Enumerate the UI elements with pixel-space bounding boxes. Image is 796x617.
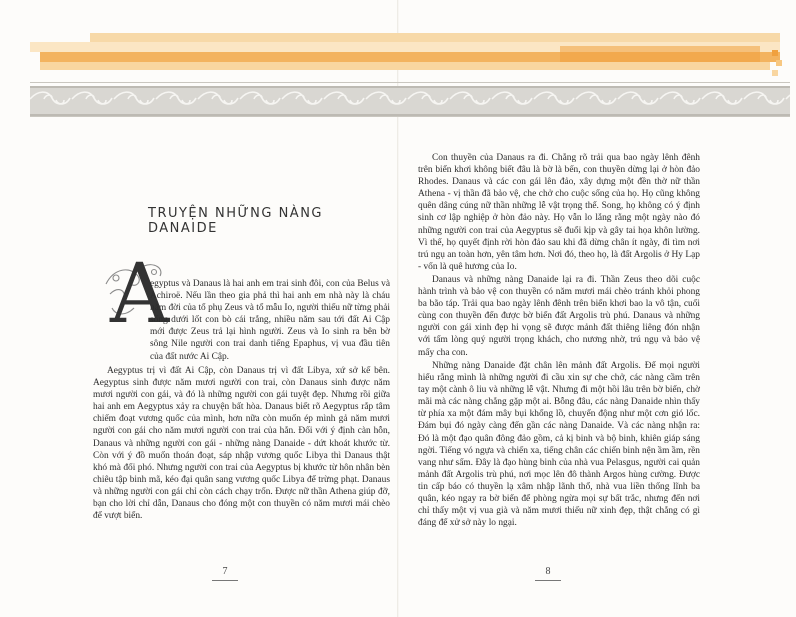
scroll-motif-icon bbox=[660, 92, 700, 104]
scroll-motif-icon bbox=[240, 92, 280, 104]
scroll-pattern-icon bbox=[30, 88, 790, 110]
scroll-motif-icon bbox=[576, 92, 616, 104]
page-number-left bbox=[205, 566, 245, 581]
ornament-bottom-rule bbox=[30, 116, 790, 117]
folio-rule bbox=[212, 580, 238, 581]
page-number-right bbox=[528, 566, 568, 581]
header-stripe bbox=[40, 62, 770, 70]
left-paragraph-1: egyptus và Danaus là hai anh em trai sinh đôi, con của Belus và Achiroë. Nếu lần theo gia phả thì hai anh em nhà này là cháu năm đời của tổ phụ Zeus và tổ mẫu Io, người thiếu nữ từng phải sống dưới lốt con bò cái trắng, nhiều năm sau tới đất Ai Cập mới được Zeus trả lại hình người. Zeus và Io sinh ra bên bờ sông Nile người con trai danh tiếng Epaphus, vị vua đầu tiên của đất nước Ai Cập. bbox=[150, 279, 390, 362]
header-stripe-accent bbox=[560, 46, 760, 62]
right-paragraph-1: Con thuyền của Danaus ra đi. Chẳng rõ trải qua bao ngày lênh đênh trên biển khơi không biết đâu là bờ là bến, con thuyền dừng lại ở hòn đảo Rhodes. Danaus và các con gái lên đảo, xây dựng một đền thờ nữ thần Athena - vị thần đã bảo vệ, che chở cho cuộc sống của họ. Họ cũng không quên dâng cúng nữ thần những lễ vật trọng thể. Song, họ không có ý định sinh cơ lập nghiệp ở hòn đảo này. Họ vẫn lo lắng rằng một ngày nào đó những người con trai của Aegyptus sẽ đuổi kịp và gây tai họa khôn lường. Vì thế, họ quyết định rời hòn đảo sau khi đã dừng chân ít ngày, đi tìm nơi trú ngụ an toàn hơn, yên tâm hơn. Nơi đó, theo họ, là đất Argolis ở Hy Lạp - vốn là quê hương của Io. bbox=[418, 153, 700, 272]
scroll-motif-icon bbox=[72, 92, 112, 104]
right-paragraph-3: Những nàng Danaide đặt chân lên mảnh đất Argolis. Để mọi người hiểu rằng mình là những người đi cầu xin sự che chở, các nàng cầm trên tay một cành ô liu và những lễ vật. Nhưng đi một hồi lâu trên bờ biển, chờ mãi mà các nàng chẳng gặp một ai. Bỗng đâu, các nàng Danaide nhìn thấy từ phía xa một đám mây bụi khổng lồ, chuyển động như một cơn gió lốc. Đám bụi đó ngày càng đến gần các nàng Danaide. Và các nàng nhận ra: Đó là một đạo quân đông đảo gồm, cả kị binh và bộ binh, khiên giáp sáng ngời. Tiếng vó ngựa và chiến xa, tiếng chân các chiến binh nện ầm ầm, rền vang như sấm. Đây là đạo hùng binh của nhà vua Pelasgus, người cai quản mảnh đất Argolis trù phú, nơi mọc lên đô thành Argos hùng cường. Được tin cấp báo có thuyền lạ xâm nhập lãnh thổ, nhà vua liền thống lĩnh ba quân, kéo ngay ra bờ biển để phòng ngừa mọi sự bất trắc, nhưng đến nơi chỉ thấy một vị vua già và năm mươi thiếu nữ xinh đẹp, thật chẳng có gì đáng để xử sở này lo ngại. bbox=[418, 361, 700, 529]
scroll-motif-icon bbox=[408, 92, 448, 104]
ornamental-border bbox=[30, 86, 790, 116]
right-paragraph-2: Danaus và những nàng Danaide lại ra đi. Thần Zeus theo dõi cuộc hành trình và bảo vệ con thuyền có năm mươi mái chèo tránh khỏi phong ba bão táp. Trải qua bao ngày lênh đênh trên biển khơi bao la vô tận, cuối cùng con thuyền đến được bờ biển đất Argolis trù phú. Danaus và những người con gái xinh đẹp hi vọng sẽ được mảnh đất thiêng liêng đón nhận với tấm lòng quý người trọng khách, cho nương nhờ, trú ngụ và bảo vệ mấy cha con. bbox=[418, 275, 700, 358]
scroll-motif-icon bbox=[786, 92, 790, 104]
scroll-motif-icon bbox=[744, 92, 784, 104]
drop-cap-letter: A bbox=[110, 247, 170, 342]
scroll-motif-icon bbox=[366, 92, 406, 104]
chapter-title: TRUYỆN NHỮNG NÀNG DANAIDE bbox=[148, 206, 323, 236]
scroll-motif-icon bbox=[492, 92, 532, 104]
scroll-motif-icon bbox=[282, 92, 322, 104]
folio-number: 7 bbox=[222, 566, 228, 577]
header-stripe bbox=[90, 33, 780, 42]
scroll-motif-icon bbox=[702, 92, 742, 104]
scroll-motif-icon bbox=[534, 92, 574, 104]
scroll-motif-icon bbox=[114, 92, 154, 104]
scroll-motif-icon bbox=[450, 92, 490, 104]
left-paragraph-2: Aegyptus trị vì đất Ai Cập, còn Danaus trị vì đất Libya, xứ sở kế bên. Aegyptus sinh được năm mươi người con trai, còn Danaus sinh được năm mươi người con gái, và đó là những người con gái tuyệt đẹp. Nhưng rồi giữa hai anh em Aegyptus xảy ra chuyện bất hòa. Danaus biết rõ Aegyptus rắp tâm chiếm đoạt vương quốc của mình, hơn nữa còn muốn ép mình gả năm mươi người con gái cho năm mươi người con trai của hắn. Đối với ý định càn hỗn, Danaus và những người con gái - những nàng Danaide - dứt khoát khước từ. Còn với ý đồ muốn thoán đoạt, sáp nhập vương quốc Libya thì Danaus thật khó mà đối phó. Nhưng người con trai của Aegyptus bị khước từ hôn nhân bèn chiêu tập binh mã, kéo đại quân sang vương quốc Libya để trừng phạt. Danaus và những người con gái chỉ còn cách chạy trốn. Được nữ thần Athena giúp đỡ, bạn cho lời chỉ dẫn, Danaus cho đóng một con thuyền có năm mươi mái chèo để vượt biển. bbox=[93, 366, 390, 522]
drop-cap bbox=[104, 247, 170, 342]
scroll-motif-icon bbox=[156, 92, 196, 104]
corner-squares-decoration bbox=[772, 50, 782, 80]
scroll-motif-icon bbox=[618, 92, 658, 104]
scroll-motif-icon bbox=[324, 92, 364, 104]
folio-rule bbox=[535, 580, 561, 581]
folio-number: 8 bbox=[545, 566, 551, 577]
ornament-top-rule bbox=[30, 82, 790, 83]
scroll-motif-icon bbox=[198, 92, 238, 104]
